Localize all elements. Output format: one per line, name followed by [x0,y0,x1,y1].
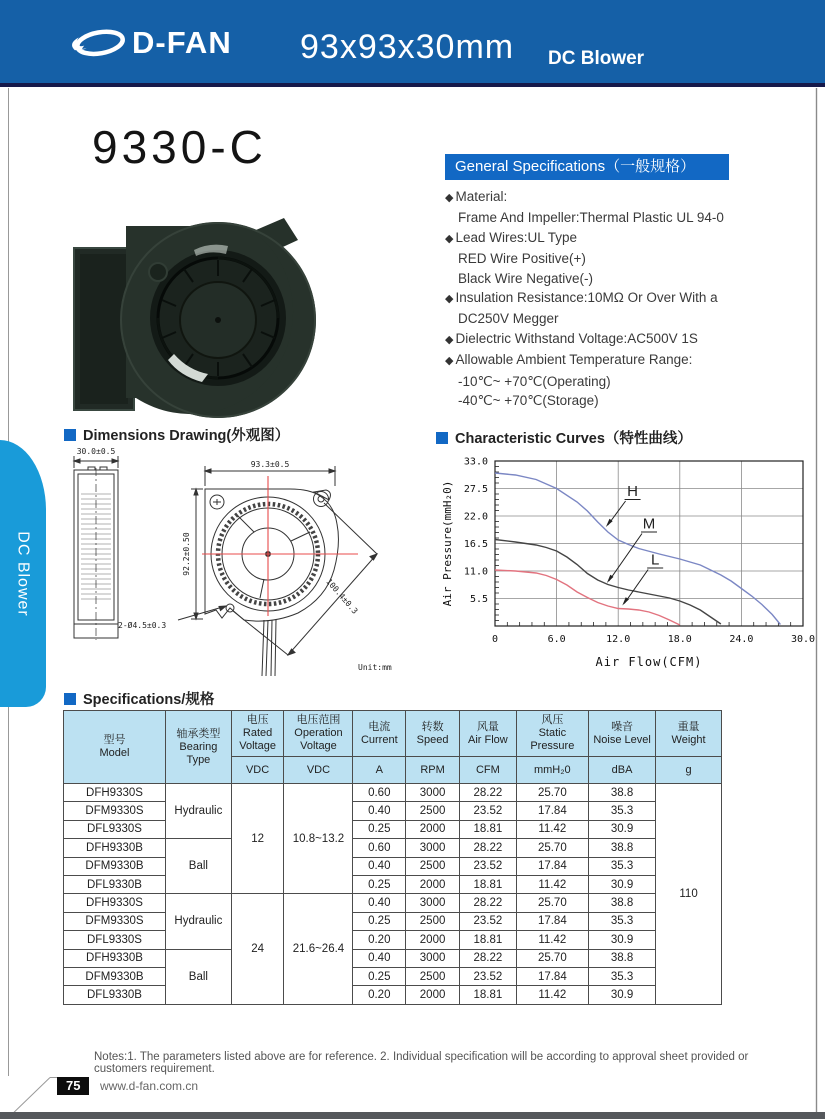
table-cell: 21.6~26.4 [284,894,353,1004]
brand-logo [70,24,232,62]
spec-text-line: ◆ Material: [445,189,508,204]
svg-text:27.5: 27.5 [463,484,488,495]
table-cell: DFL9330S [64,931,166,949]
table-cell: 2000 [406,986,460,1004]
diamond-bullet-icon: ◆ [445,355,454,368]
table-cell: 30.9 [589,875,656,893]
table-cell: 18.81 [460,875,517,893]
spec-text-line: ◆ Allowable Ambient Temperature Range: [445,352,693,368]
diamond-bullet-icon: ◆ [445,333,454,346]
table-cell: 18.81 [460,931,517,949]
dim-holes-label: 2-Ø4.5±0.3 [118,621,167,630]
dfan-logo-icon [70,24,128,62]
table-cell: 2000 [406,931,460,949]
table-cell: 10.8~13.2 [284,784,353,894]
dimension-drawing [58,448,438,686]
table-cell: 35.3 [589,802,656,820]
table-cell: 28.22 [460,949,517,967]
table-cell: 0.60 [353,784,406,802]
column-header: 噪音 Noise Level [589,711,656,757]
spec-heading [64,688,214,709]
table-cell: DFH9330S [64,894,166,912]
diamond-bullet-icon: ◆ [445,192,454,204]
table-row [64,912,722,930]
unit-header: VDC [231,757,284,784]
svg-text:Air Pressure(mmH₂0): Air Pressure(mmH₂0) [441,480,454,607]
page-header [0,0,825,87]
table-cell: 35.3 [589,912,656,930]
table-cell: DFL9330B [64,986,166,1004]
blue-square-icon [436,432,448,444]
column-header: 型号 Model [64,711,166,784]
table-cell: 0.40 [353,949,406,967]
general-specs-list [445,187,790,410]
table-cell: 0.40 [353,857,406,875]
curve-L [495,570,680,625]
table-cell: 0.40 [353,894,406,912]
table-cell: 11.42 [516,820,588,838]
table-cell: 25.70 [516,839,588,857]
characteristic-curves-chart [437,446,825,696]
table-cell: 0.25 [353,875,406,893]
unit-header: g [656,757,722,784]
svg-text:0: 0 [491,634,499,645]
table-cell: DFH9330S [64,784,166,802]
column-header: 转数 Speed [406,711,460,757]
table-row [64,875,722,893]
column-header: 电流 Current [353,711,406,757]
table-cell: 11.42 [516,931,588,949]
unit-header: A [353,757,406,784]
table-cell: 2000 [406,875,460,893]
table-cell: 11.42 [516,986,588,1004]
unit-header: CFM [460,757,517,784]
table-cell: 0.25 [353,967,406,985]
table-row [64,986,722,1004]
diamond-bullet-icon: ◆ [445,293,454,306]
table-cell: 12 [231,784,284,894]
website-link[interactable]: www.d-fan.com.cn [100,1079,199,1093]
table-cell: 2500 [406,967,460,985]
curve-label-H: H [627,483,638,500]
dim-height-label: 92.2±0.50 [182,532,191,576]
table-cell: 17.84 [516,857,588,875]
table-cell: 24 [231,894,284,1004]
table-cell: 38.8 [589,839,656,857]
table-cell: 18.81 [460,986,517,1004]
table-cell: 0.25 [353,820,406,838]
table-cell: 3000 [406,839,460,857]
column-header: 电压 Rated Voltage [231,711,284,757]
dimensions-heading-label: Dimensions Drawing(外观图） [83,428,290,444]
svg-text:30.0: 30.0 [790,634,816,645]
table-row [64,784,722,802]
dim-depth-label: 30.0±0.5 [76,448,116,456]
table-cell: DFM9330S [64,912,166,930]
table-cell: 18.81 [460,820,517,838]
table-cell: 110 [656,784,722,1005]
svg-text:16.5: 16.5 [463,539,488,550]
spec-text-line: ◆ Dielectric Withstand Voltage:AC500V 1S [445,330,698,346]
table-cell: DFL9330S [64,820,166,838]
table-cell: 38.8 [589,894,656,912]
table-cell: 25.70 [516,894,588,912]
table-header-row [64,711,722,757]
unit-header: VDC [284,757,353,784]
table-cell: 23.52 [460,802,517,820]
svg-text:22.0: 22.0 [463,511,488,523]
table-cell: 28.22 [460,894,517,912]
table-cell: 38.8 [589,949,656,967]
table-cell: 28.22 [460,784,517,802]
spec-heading-label: Specifications/规格 [83,692,215,708]
table-cell: 38.8 [589,784,656,802]
table-cell: Hydraulic [165,894,231,949]
table-cell: Ball [165,949,231,1004]
spec-text-line: Black Wire Negative(-) [458,270,594,286]
table-cell: 35.3 [589,857,656,875]
table-cell: 3000 [406,894,460,912]
curve-label-M: M [642,515,656,533]
table-row [64,820,722,838]
svg-text:12.0: 12.0 [606,634,631,645]
unit-header: mmH₂0 [516,757,588,784]
table-cell: 2500 [406,912,460,930]
column-header: 风压 Static Pressure [516,711,588,757]
curve-label-L: L [650,551,660,569]
table-cell: 2000 [406,820,460,838]
column-header: 轴承类型 Bearing Type [165,711,231,784]
table-row [64,931,722,949]
model-title: 9330-C [92,121,267,173]
table-cell: DFM9330B [64,857,166,875]
dim-width-label: 93.3±0.5 [250,460,290,469]
spec-text-line: -40℃~ +70℃(Storage) [458,393,599,409]
table-row [64,839,722,857]
table-cell: 30.9 [589,931,656,949]
table-row [64,967,722,985]
page-number: 75 [57,1077,89,1095]
table-row [64,857,722,875]
table-cell: DFM9330S [64,802,166,820]
curves-heading [436,427,692,448]
unit-header: dBA [589,757,656,784]
table-cell: DFH9330B [64,949,166,967]
dim-diagonal-label: 100.4±0.3 [324,577,360,616]
dimensions-heading [64,424,289,445]
brand-name: D-FAN [132,25,232,60]
table-cell: 30.9 [589,820,656,838]
blue-square-icon [64,429,76,441]
curves-heading-label: Characteristic Curves（特性曲线） [455,431,692,447]
sidebar-tab-dc-blower [0,440,46,707]
table-cell: 35.3 [589,967,656,985]
svg-text:33.0: 33.0 [463,456,488,468]
product-type: DC Blower [548,48,645,69]
product-size: 93x93x30mm [300,28,515,66]
table-cell: 3000 [406,784,460,802]
table-cell: 23.52 [460,857,517,875]
column-header: 电压范围 Operation Voltage [284,711,353,757]
svg-text:24.0: 24.0 [729,634,754,645]
table-cell: 0.40 [353,802,406,820]
table-cell: 0.20 [353,931,406,949]
table-cell: Ball [165,839,231,894]
spec-text-line: ◆ Insulation Resistance:10MΩ Or Over With a [445,290,718,306]
table-cell: 17.84 [516,967,588,985]
blue-square-icon [64,693,76,705]
table-row [64,949,722,967]
dim-unit-label: Unit:mm [358,663,392,672]
table-cell: DFL9330B [64,875,166,893]
table-cell: 25.70 [516,784,588,802]
table-cell: 23.52 [460,967,517,985]
table-cell: 28.22 [460,839,517,857]
table-cell: DFM9330B [64,967,166,985]
table-row [64,802,722,820]
table-cell: DFH9330B [64,839,166,857]
svg-text:5.5: 5.5 [469,594,488,605]
specifications-table [63,710,722,1005]
diamond-bullet-icon: ◆ [445,232,454,245]
svg-text:18.0: 18.0 [667,634,692,645]
svg-text:6.0: 6.0 [547,634,566,645]
general-specs-title: General Specifications（一般规格） [445,154,729,180]
table-cell: 2500 [406,802,460,820]
table-cell: 2500 [406,857,460,875]
table-cell: 25.70 [516,949,588,967]
spec-text-line: -10℃~ +70℃(Operating) [458,373,611,389]
table-cell: 17.84 [516,912,588,930]
table-cell: 0.20 [353,986,406,1004]
table-cell: Hydraulic [165,784,231,839]
sidebar-tab-label: DC Blower [15,530,32,617]
svg-text:Air Flow(CFM): Air Flow(CFM) [595,655,703,669]
column-header: 风量 Air Flow [460,711,517,757]
notes-text: Notes:1. The parameters listed above are for reference. 2. Individual specification will be according to approval sheet provided or customers requirement. [94,1051,749,1075]
spec-text-line: ◆ Lead Wires:UL Type [445,229,578,245]
product-photo [66,188,344,420]
column-header: 重量 Weight [656,711,722,757]
table-cell: 0.60 [353,839,406,857]
spec-text-line: Frame And Impeller:Thermal Plastic UL 94-0 [458,210,724,226]
table-cell: 0.25 [353,912,406,930]
spec-text-line: DC250V Megger [458,311,559,327]
table-cell: 17.84 [516,802,588,820]
unit-header: RPM [406,757,460,784]
table-row [64,894,722,912]
table-cell: 30.9 [589,986,656,1004]
spec-text-line: RED Wire Positive(+) [458,251,586,267]
svg-text:11.0: 11.0 [463,566,488,578]
table-cell: 11.42 [516,875,588,893]
table-cell: 23.52 [460,912,517,930]
table-cell: 3000 [406,949,460,967]
